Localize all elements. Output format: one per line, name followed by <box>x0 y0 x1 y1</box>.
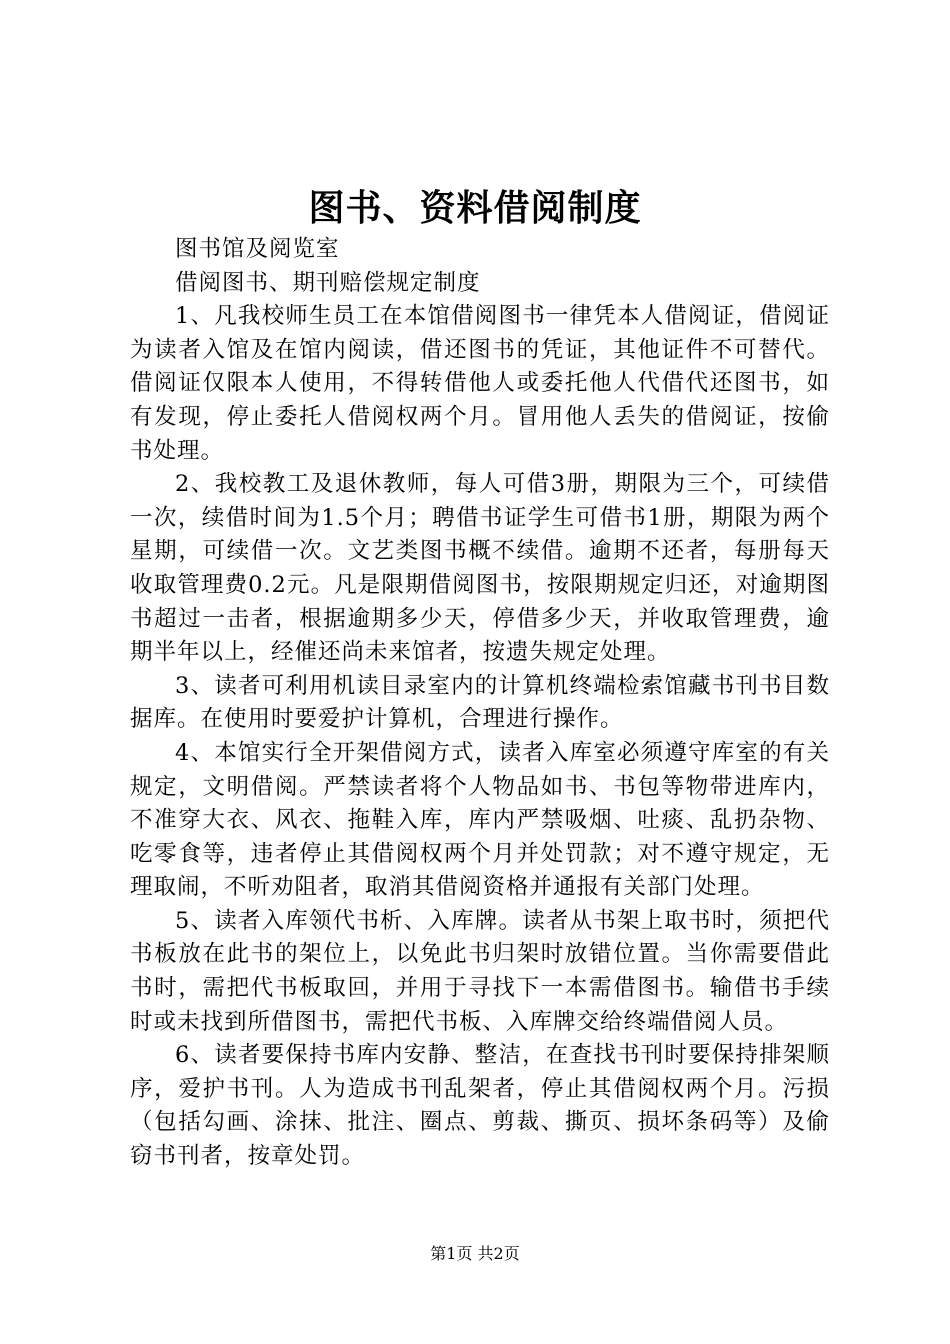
rule-paragraph-5: 5、读者入库领代书析、入库牌。读者从书架上取书时，须把代书板放在此书的架位上，以免此书归架时放错位置。当你需要借此书时，需把代书板取回，并用于寻找下一本需借图书。输借书手续时或未找到所借图书，需把代书板、入库牌交给终端借阅人员。 <box>130 907 830 1035</box>
page-number-footer: 第1页 共2页 <box>430 1244 520 1263</box>
section-heading: 图书馆及阅览室 <box>175 236 340 262</box>
section-subheading: 借阅图书、期刊赔偿规定制度 <box>175 269 481 296</box>
rule-paragraph-1: 1、凡我校师生员工在本馆借阅图书一律凭本人借阅证，借阅证为读者入馆及在馆内阅读，借还图书的凭证，其他证件不可替代。借阅证仅限本人使用，不得转借他人或委托他人代借代还图书，如有发现，停止委托人借阅权两个月。冒用他人丢失的借阅证，按偷书处理。 <box>130 303 830 464</box>
rule-paragraph-3: 3、读者可利用机读目录室内的计算机终端检索馆藏书刊书目数据库。在使用时要爱护计算机，合理进行操作。 <box>130 672 830 733</box>
rule-paragraph-4: 4、本馆实行全开架借阅方式，读者入库室必须遵守库室的有关规定，文明借阅。严禁读者将个人物品如书、书包等物带进库内，不准穿大衣、风衣、拖鞋入库，库内严禁吸烟、吐痰、乱扔杂物、吃零食等，违者停止其借阅权两个月并处罚款；对不遵守规定，无理取闹，不听劝阻者，取消其借阅资格并通报有关部门处理。 <box>130 739 830 901</box>
document-title: 图书、资料借阅制度 <box>308 187 642 229</box>
rule-paragraph-6: 6、读者要保持书库内安静、整洁，在查找书刊时要保持排架顺序，爱护书刊。人为造成书刊乱架者，停止其借阅权两个月。污损（包括勾画、涂抹、批注、圈点、剪裁、撕页、损坏条码等）及偷窃书刊者，按章处罚。 <box>130 1042 830 1170</box>
document-body <box>130 233 830 1174</box>
rule-paragraph-2: 2、我校教工及退休教师，每人可借3册，期限为三个，可续借一次，续借时间为1.5个月；聘借书证学生可借书1册，期限为两个星期，可续借一次。文艺类图书概不续借。逾期不还者，每册每天收取管理费0.2元。凡是限期借阅图书，按限期规定归还，对逾期图书超过一击者，根据逾期多少天，停借多少天，并收取管理费，逾期半年以上，经催还尚未来馆者，按遗失规定处理。 <box>130 471 830 666</box>
